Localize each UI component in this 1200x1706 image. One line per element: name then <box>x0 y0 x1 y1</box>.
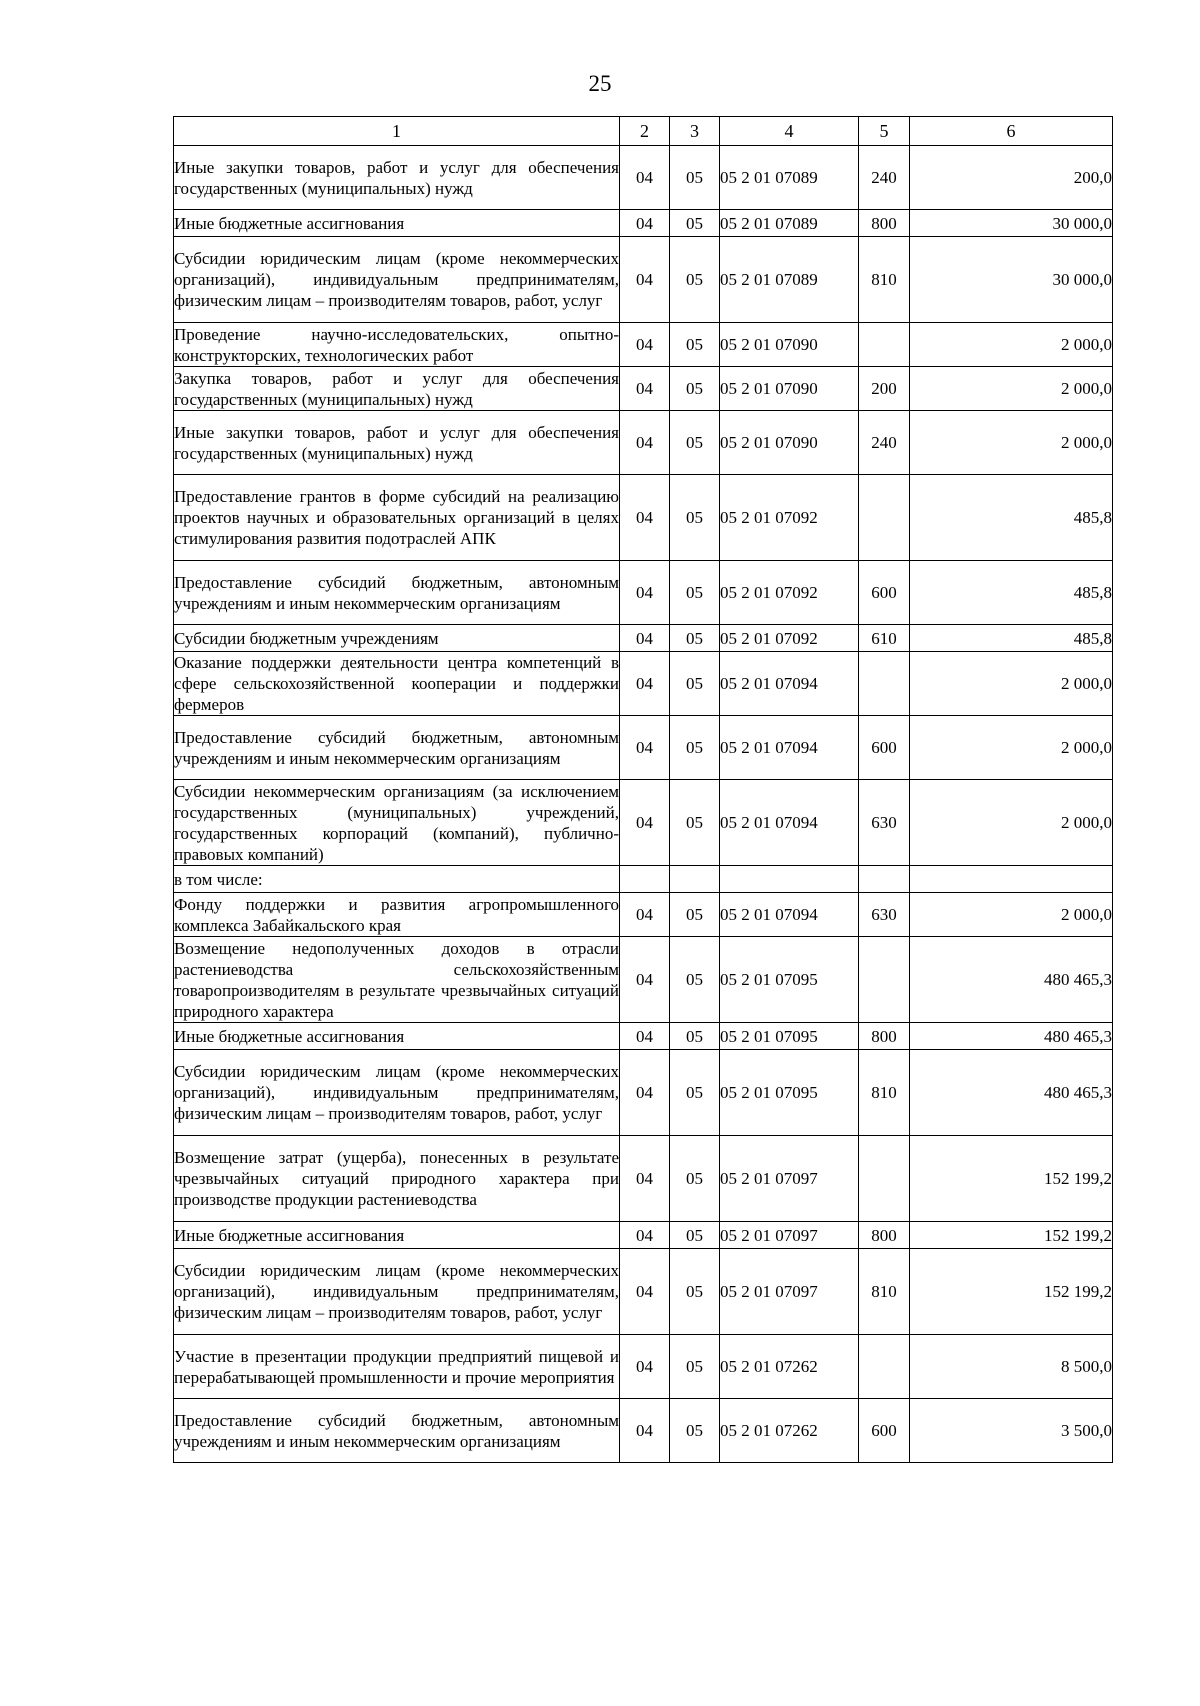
row-col5: 800 <box>859 1222 910 1249</box>
row-col2: 04 <box>620 411 670 475</box>
row-code: 05 2 01 07090 <box>720 367 859 411</box>
row-code: 05 2 01 07089 <box>720 146 859 210</box>
row-col3: 05 <box>670 716 720 780</box>
row-code: 05 2 01 07090 <box>720 323 859 367</box>
table-row <box>174 561 1113 625</box>
table-row <box>174 780 1113 866</box>
table-row <box>174 625 1113 652</box>
table-body <box>174 146 1113 1463</box>
row-col3: 05 <box>670 937 720 1023</box>
row-col5 <box>859 1335 910 1399</box>
row-code: 05 2 01 07095 <box>720 937 859 1023</box>
row-name: Возмещение затрат (ущерба), понесенных в результате чрезвычайных ситуаций природного характера при производстве продукции растениеводства <box>174 1136 620 1222</box>
row-col2: 04 <box>620 367 670 411</box>
table-row <box>174 1050 1113 1136</box>
row-amount: 480 465,3 <box>910 937 1113 1023</box>
row-code: 05 2 01 07094 <box>720 652 859 716</box>
row-col2: 04 <box>620 561 670 625</box>
row-code: 05 2 01 07097 <box>720 1136 859 1222</box>
row-code <box>720 866 859 893</box>
row-amount: 152 199,2 <box>910 1136 1113 1222</box>
row-col5 <box>859 937 910 1023</box>
row-col5: 630 <box>859 893 910 937</box>
row-amount: 2 000,0 <box>910 893 1113 937</box>
row-col2: 04 <box>620 780 670 866</box>
row-code: 05 2 01 07094 <box>720 716 859 780</box>
row-col3: 05 <box>670 367 720 411</box>
row-col2: 04 <box>620 1222 670 1249</box>
row-code: 05 2 01 07092 <box>720 475 859 561</box>
row-col3: 05 <box>670 210 720 237</box>
row-amount: 480 465,3 <box>910 1023 1113 1050</box>
row-name: Возмещение недополученных доходов в отрасли растениеводства сельскохозяйственным товаропроизводителям в результате чрезвычайных ситуаций природного характера <box>174 938 619 1021</box>
row-col5: 810 <box>859 1050 910 1136</box>
row-col3: 05 <box>670 652 720 716</box>
row-amount: 2 000,0 <box>910 411 1113 475</box>
row-col2: 04 <box>620 1050 670 1136</box>
row-col3: 05 <box>670 1335 720 1399</box>
row-col2: 04 <box>620 716 670 780</box>
row-col3: 05 <box>670 1136 720 1222</box>
row-name: Предоставление грантов в форме субсидий на реализацию проектов научных и образовательных организаций в целях стимулирования развития подотраслей АПК <box>174 475 620 561</box>
row-col2: 04 <box>620 1335 670 1399</box>
row-col2: 04 <box>620 146 670 210</box>
row-col3: 05 <box>670 237 720 323</box>
row-col2: 04 <box>620 625 670 652</box>
row-col5: 810 <box>859 1249 910 1335</box>
row-col3: 05 <box>670 893 720 937</box>
row-name: Субсидии некоммерческим организациям (за исключением государственных (муниципальных) учреждений, государственных корпораций (компаний), публично-правовых компаний) <box>174 781 619 864</box>
row-col2: 04 <box>620 1399 670 1463</box>
row-code: 05 2 01 07262 <box>720 1399 859 1463</box>
budget-table <box>173 116 1113 1463</box>
row-col2: 04 <box>620 937 670 1023</box>
row-name: Предоставление субсидий бюджетным, автономным учреждениям и иным некоммерческим организациям <box>174 561 620 625</box>
row-amount: 2 000,0 <box>910 323 1113 367</box>
table-row <box>174 937 1113 1023</box>
table-row <box>174 475 1113 561</box>
row-name: Субсидии юридическим лицам (кроме некоммерческих организаций), индивидуальным предпринимателям, физическим лицам – производителям товаров, работ, услуг <box>174 1050 620 1136</box>
row-col2 <box>620 866 670 893</box>
row-name: Субсидии юридическим лицам (кроме некоммерческих организаций), индивидуальным предпринимателям, физическим лицам – производителям товаров, работ, услуг <box>174 1249 620 1335</box>
row-code: 05 2 01 07095 <box>720 1050 859 1136</box>
row-col5 <box>859 475 910 561</box>
row-col5: 240 <box>859 146 910 210</box>
row-amount: 3 500,0 <box>910 1399 1113 1463</box>
row-name: Предоставление субсидий бюджетным, автономным учреждениям и иным некоммерческим организациям <box>174 1399 620 1463</box>
row-col5: 630 <box>859 780 910 866</box>
row-col5 <box>859 652 910 716</box>
row-col5: 600 <box>859 716 910 780</box>
row-code: 05 2 01 07094 <box>720 893 859 937</box>
row-col3: 05 <box>670 1249 720 1335</box>
row-col2: 04 <box>620 237 670 323</box>
row-name: в том числе: <box>174 866 620 893</box>
column-header: 6 <box>910 117 1113 146</box>
row-code: 05 2 01 07262 <box>720 1335 859 1399</box>
table-row <box>174 323 1113 367</box>
column-header: 4 <box>720 117 859 146</box>
row-amount: 2 000,0 <box>910 780 1113 866</box>
row-amount: 30 000,0 <box>910 210 1113 237</box>
row-amount: 30 000,0 <box>910 237 1113 323</box>
row-col2: 04 <box>620 475 670 561</box>
row-col2: 04 <box>620 210 670 237</box>
row-col2: 04 <box>620 1023 670 1050</box>
row-name: Закупка товаров, работ и услуг для обеспечения государственных (муниципальных) нужд <box>174 368 619 409</box>
row-col3: 05 <box>670 1023 720 1050</box>
row-code: 05 2 01 07097 <box>720 1249 859 1335</box>
column-header: 3 <box>670 117 720 146</box>
row-name: Проведение научно-исследовательских, опытно-конструкторских, технологических работ <box>174 324 619 365</box>
row-col5 <box>859 1136 910 1222</box>
row-name: Иные бюджетные ассигнования <box>174 1222 620 1249</box>
table-row <box>174 411 1113 475</box>
row-col2: 04 <box>620 652 670 716</box>
row-col2: 04 <box>620 1136 670 1222</box>
row-amount: 8 500,0 <box>910 1335 1113 1399</box>
row-name: Иные бюджетные ассигнования <box>174 210 620 237</box>
page-number: 25 <box>588 71 612 96</box>
row-amount: 485,8 <box>910 625 1113 652</box>
column-header: 1 <box>174 117 620 146</box>
table-row <box>174 1249 1113 1335</box>
row-name: Субсидии юридическим лицам (кроме некоммерческих организаций), индивидуальным предпринимателям, физическим лицам – производителям товаров, работ, услуг <box>174 237 620 323</box>
header-row <box>174 117 1113 146</box>
table-row <box>174 210 1113 237</box>
row-amount: 485,8 <box>910 561 1113 625</box>
row-col3: 05 <box>670 1222 720 1249</box>
table-row <box>174 866 1113 893</box>
row-col2: 04 <box>620 323 670 367</box>
row-col2: 04 <box>620 893 670 937</box>
row-col3: 05 <box>670 561 720 625</box>
row-amount: 2 000,0 <box>910 716 1113 780</box>
row-amount: 152 199,2 <box>910 1222 1113 1249</box>
row-name: Предоставление субсидий бюджетным, автономным учреждениям и иным некоммерческим организациям <box>174 716 620 780</box>
row-col5: 810 <box>859 237 910 323</box>
table-row <box>174 1335 1113 1399</box>
table-row <box>174 1399 1113 1463</box>
row-amount: 485,8 <box>910 475 1113 561</box>
table-row <box>174 146 1113 210</box>
row-amount <box>910 866 1113 893</box>
row-code: 05 2 01 07097 <box>720 1222 859 1249</box>
row-col5 <box>859 866 910 893</box>
table-row <box>174 237 1113 323</box>
row-code: 05 2 01 07092 <box>720 561 859 625</box>
row-name: Иные закупки товаров, работ и услуг для обеспечения государственных (муниципальных) нужд <box>174 411 620 475</box>
row-name: Участие в презентации продукции предприятий пищевой и перерабатывающей промышленности и прочие мероприятия <box>174 1335 620 1399</box>
row-col5: 240 <box>859 411 910 475</box>
row-amount: 480 465,3 <box>910 1050 1113 1136</box>
row-amount: 2 000,0 <box>910 652 1113 716</box>
column-header: 5 <box>859 117 910 146</box>
row-code: 05 2 01 07090 <box>720 411 859 475</box>
row-col5: 600 <box>859 1399 910 1463</box>
row-name: Иные закупки товаров, работ и услуг для обеспечения государственных (муниципальных) нужд <box>174 146 620 210</box>
row-col5: 200 <box>859 367 910 411</box>
row-col5: 610 <box>859 625 910 652</box>
row-col5: 600 <box>859 561 910 625</box>
row-amount: 200,0 <box>910 146 1113 210</box>
row-code: 05 2 01 07089 <box>720 237 859 323</box>
row-name: Субсидии бюджетным учреждениям <box>174 625 620 652</box>
row-col3: 05 <box>670 1399 720 1463</box>
table-row <box>174 652 1113 716</box>
row-col3: 05 <box>670 411 720 475</box>
table-row <box>174 716 1113 780</box>
table-row <box>174 1136 1113 1222</box>
table-row <box>174 1023 1113 1050</box>
row-amount: 2 000,0 <box>910 367 1113 411</box>
row-col3: 05 <box>670 625 720 652</box>
row-col3: 05 <box>670 475 720 561</box>
row-col3: 05 <box>670 1050 720 1136</box>
row-col3: 05 <box>670 146 720 210</box>
row-amount: 152 199,2 <box>910 1249 1113 1335</box>
row-col3: 05 <box>670 780 720 866</box>
table-row <box>174 367 1113 411</box>
row-name: Фонду поддержки и развития агропромышленного комплекса Забайкальского края <box>174 894 619 935</box>
row-code: 05 2 01 07095 <box>720 1023 859 1050</box>
row-name: Иные бюджетные ассигнования <box>174 1023 620 1050</box>
row-col5 <box>859 323 910 367</box>
column-header: 2 <box>620 117 670 146</box>
row-code: 05 2 01 07094 <box>720 780 859 866</box>
table-row <box>174 893 1113 937</box>
table-row <box>174 1222 1113 1249</box>
row-name: Оказание поддержки деятельности центра компетенций в сфере сельскохозяйственной кооперации и поддержки фермеров <box>174 653 619 714</box>
row-col3: 05 <box>670 323 720 367</box>
row-code: 05 2 01 07092 <box>720 625 859 652</box>
row-col3 <box>670 866 720 893</box>
row-col5: 800 <box>859 1023 910 1050</box>
row-col2: 04 <box>620 1249 670 1335</box>
row-code: 05 2 01 07089 <box>720 210 859 237</box>
row-col5: 800 <box>859 210 910 237</box>
